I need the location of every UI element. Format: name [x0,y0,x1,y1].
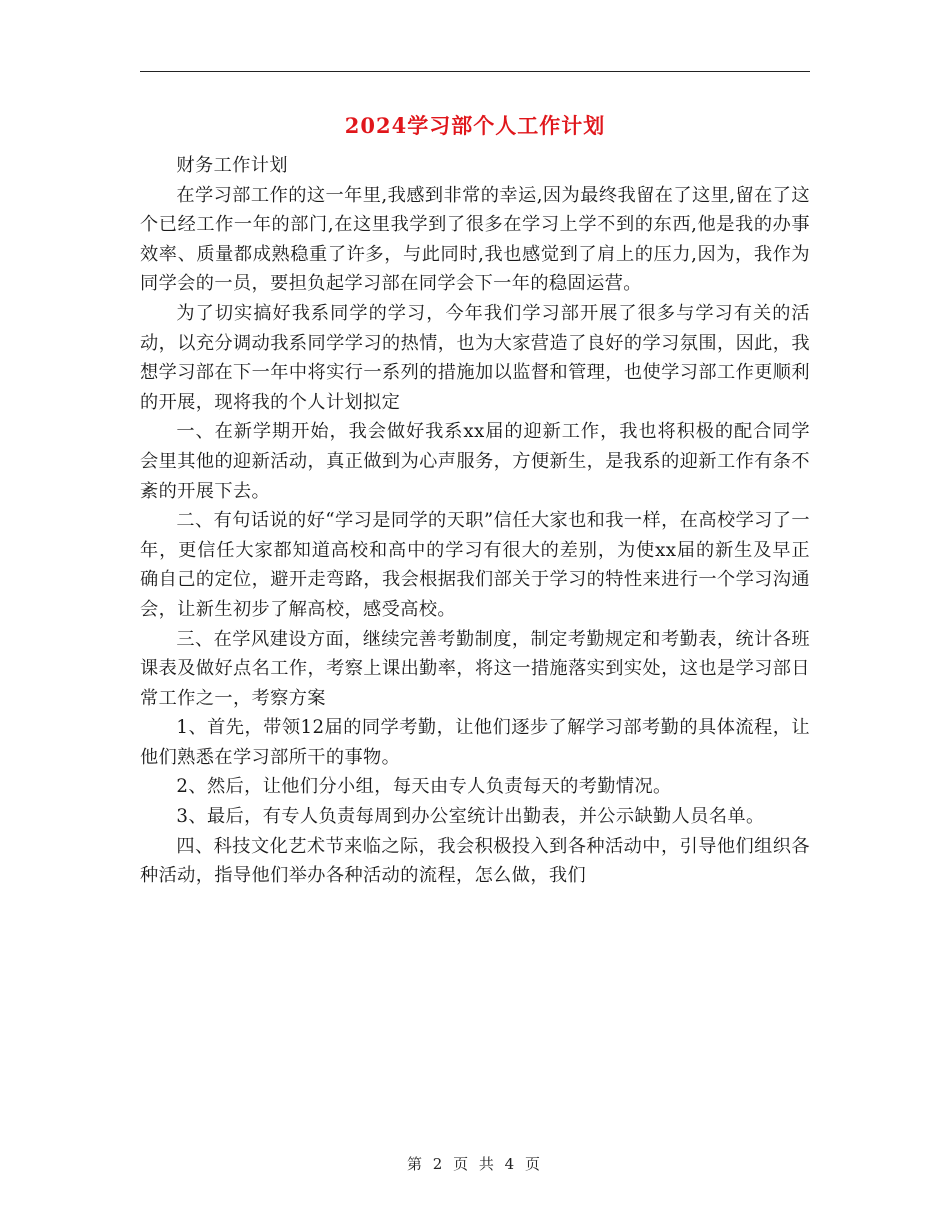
paragraph-9: 3、最后，有专人负责每周到办公室统计出勤表，并公示缺勤人员名单。 [176,806,765,828]
paragraph-6: 三、在学风建设方面，继续完善考勤制度，制定考勤规定和考勤表，统计各班课表及做好点名工作，考察上课出勤率，将这一措施落实到实处，这也是学习部日常工作之一，考察方案 [140,628,810,709]
paragraph-10: 四、科技文化艺术节来临之际，我会积极投入到各种活动中，引导他们组织各种活动，指导他们举办各种活动的流程，怎么做，我们 [140,835,810,887]
page-number-footer: 第 2 页 共 4 页 [407,1155,543,1173]
header-rule [140,71,810,72]
paragraph-4: 一、在新学期开始，我会做好我系xx届的迎新工作，我也将积极的配合同学会里其他的迎新活动，真正做到为心声服务，方便新生，是我系的迎新工作有条不紊的开展下去。 [140,421,810,502]
document-title: 2024学习部个人工作计划 [344,113,606,138]
paragraph-7: 1、首先，带领12届的同学考勤，让他们逐步了解学习部考勤的具体流程，让他们熟悉在学习部所干的事物。 [140,717,810,768]
paragraph-8: 2、然后，让他们分小组，每天由专人负责每天的考勤情况。 [176,776,672,798]
paragraph-5: 二、有句话说的好“学习是同学的天职”信任大家也和我一样，在高校学习了一年，更信任大家都知道高校和高中的学习有很大的差别，为使xx届的新生及早正确自己的定位，避开走弯路，我会根据我们部关于学习的特性来进行一个学习沟通会，让新生初步了解高校，感受高校。 [140,510,810,620]
document-body [140,151,810,891]
paragraph-3: 为了切实搞好我系同学的学习，今年我们学习部开展了很多与学习有关的活动，以充分调动我系同学学习的热情，也为大家营造了良好的学习氛围，因此，我想学习部在下一年中将实行一系列的措施加以监督和管理，也使学习部工作更顺利的开展，现将我的个人计划拟定 [140,302,810,413]
paragraph-2: 在学习部工作的这一年里,我感到非常的幸运,因为最终我留在了这里,留在了这个已经工作一年的部门,在这里我学到了很多在学习上学不到的东西,他是我的办事效率、质量都成熟稳重了许多，与此同时,我也感觉到了肩上的压力,因为，我作为同学会的一员，要担负起学习部在同学会下一年的稳固运营。 [140,184,810,295]
paragraph-1: 财务工作计划 [176,155,288,176]
